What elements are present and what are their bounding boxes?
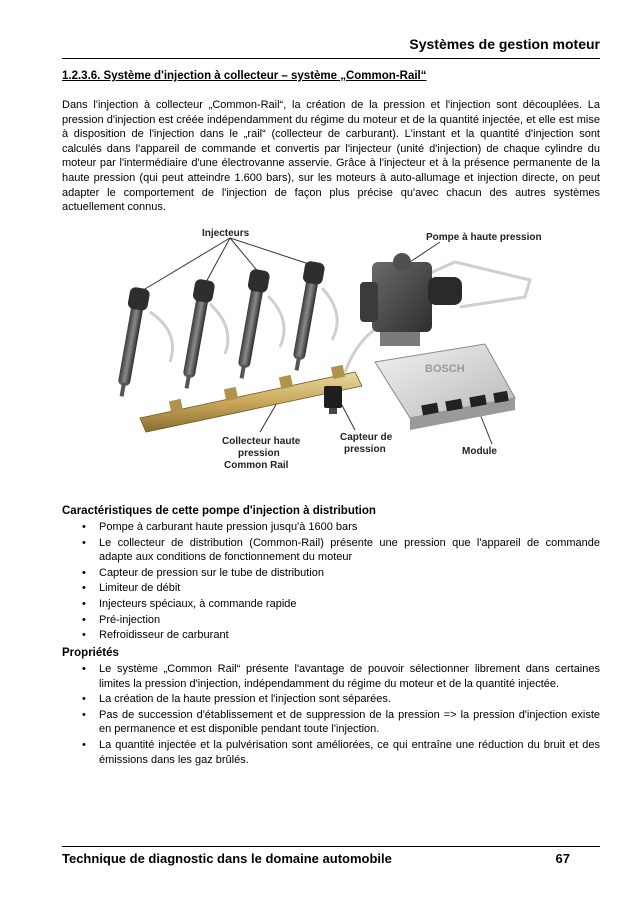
bullet-icon: • xyxy=(82,708,86,721)
bullet-icon: • xyxy=(82,629,86,642)
bullet-icon: • xyxy=(82,693,86,706)
module-brand: BOSCH xyxy=(425,363,465,375)
list-item: • Pré-injection xyxy=(82,613,161,626)
list-item: • Le collecteur de distribution (Common-Rail) présente une pression que l'appareil de commande adapte aux conditions de fonctionnement du moteur xyxy=(82,536,600,564)
bullet-icon: • xyxy=(82,613,86,626)
page-header xyxy=(62,34,600,59)
list-item: • Injecteurs spéciaux, à commande rapide xyxy=(82,597,297,610)
common-rail-figure xyxy=(110,222,550,484)
page-number: 67 xyxy=(555,851,570,866)
bullet-icon: • xyxy=(82,566,86,579)
bullet-icon: • xyxy=(82,521,86,533)
bullet-icon: • xyxy=(82,582,86,595)
pressure-sensor xyxy=(324,386,342,414)
bullet-icon: • xyxy=(82,597,86,610)
injectors xyxy=(112,260,326,398)
header-title: Systèmes de gestion moteur xyxy=(409,36,600,52)
footer-title: Technique de diagnostic dans le domaine automobile xyxy=(62,851,392,866)
list-item: • Pompe à carburant haute pression jusqu'à 1600 bars xyxy=(82,521,358,533)
features-list xyxy=(62,520,600,643)
list-item: • Pas de succession d'établissement et de suppression de la pression => la pression d'injection existe en permanence et est disponible pendant toute l'injection. xyxy=(82,708,600,736)
features-section xyxy=(62,505,600,644)
ecu-module xyxy=(375,344,515,430)
label-pump: Pompe à haute pression xyxy=(426,232,542,243)
intro-paragraph: Dans l'injection à collecteur „Common-Rail“, la création de la pression et l'injection sont découplées. La pression d'injection est créée indépendamment du régime du moteur et de la quantité injectée, et elle est mise à disposition de l'injection dans le „rail“ (collecteur de carburant). L'instant et la quantité d'injection sont calculés dans l'appareil de commande et convertis par l'injecteur (unité d'injection) de chaque cylindre du moteur par l'intermédiaire d'une électrovanne asservie. Grâce à l'injecteur et à la présence permanente de la haute pression (qui peut atteindre 1.600 bars), sur les moteurs à auto-allumage et injection directe, on peut adapter le comportement de l'injection de façon plus précise qu'avec chacun des autres systèmes actuellement connus. xyxy=(62,99,600,214)
features-title: Caractéristiques de cette pompe d'injection à distribution xyxy=(62,505,376,517)
label-rail-1: Collecteur haute xyxy=(222,436,301,447)
section-title: 1.2.3.6. Système d'injection à collecteur – système „Common-Rail“ xyxy=(62,70,427,82)
properties-section xyxy=(62,647,600,768)
list-item: • Refroidisseur de carburant xyxy=(82,629,229,642)
bullet-icon: • xyxy=(82,663,86,675)
list-item: • La quantité injectée et la pulvérisation sont améliorées, ce qui entraîne une réduction du bruit et des émissions dans les gaz brûlés. xyxy=(82,738,600,766)
label-rail-3: Common Rail xyxy=(224,460,289,471)
bullet-icon: • xyxy=(82,738,86,751)
label-sensor-1: Capteur de xyxy=(340,432,393,443)
bullet-icon: • xyxy=(82,536,86,549)
label-rail-2: pression xyxy=(238,448,280,459)
page-footer xyxy=(62,846,600,869)
list-item: • Le système „Common Rail“ présente l'avantage de pouvoir sélectionner librement dans certaines limites la pression d'injection, indépendamment du régime du moteur et de la quantité injectée. xyxy=(82,663,600,690)
list-item: • Capteur de pression sur le tube de distribution xyxy=(82,566,325,579)
label-sensor-2: pression xyxy=(344,444,386,455)
properties-title: Propriétés xyxy=(62,647,119,659)
properties-list xyxy=(62,662,600,767)
list-item: • Limiteur de débit xyxy=(82,582,181,595)
label-injectors: Injecteurs xyxy=(202,228,250,239)
label-module: Module xyxy=(462,446,497,457)
list-item: • La création de la haute pression et l'injection sont séparées. xyxy=(82,693,391,706)
